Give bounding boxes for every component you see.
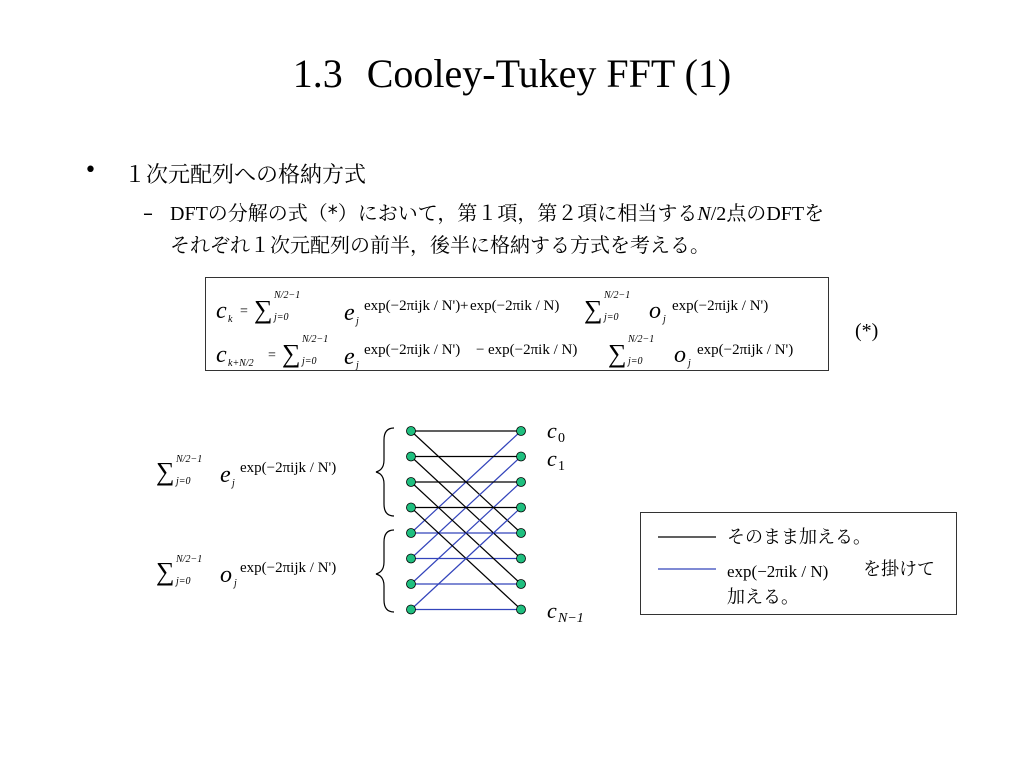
equation-2	[216, 334, 793, 370]
eq2-e: e	[344, 344, 355, 370]
lower-sum-upper: N/2−1	[176, 554, 203, 565]
output-node	[517, 554, 526, 563]
c0-letter: c	[547, 418, 557, 443]
eq2-exp1: exp(−2πijk / N')	[364, 342, 461, 358]
eq2-sum1: ∑	[282, 339, 301, 368]
eq2-sum1-upper: N/2−1	[302, 334, 329, 345]
input-node	[407, 605, 416, 614]
eq2-c: c	[216, 342, 227, 368]
eq1-equals: =	[240, 304, 248, 319]
c0-sub: 0	[558, 431, 565, 446]
half-symbol: /2	[710, 203, 727, 225]
butterfly-lines	[411, 431, 521, 610]
input-node	[407, 427, 416, 436]
output-node	[517, 427, 526, 436]
cN-letter: c	[547, 598, 557, 623]
eq2-o-sub: j	[688, 358, 691, 369]
sub-bullet-marker: –	[143, 201, 153, 225]
eq2-e-sub: j	[356, 360, 359, 370]
upper-brace	[376, 428, 394, 516]
c1-letter: c	[547, 446, 557, 471]
eq1-o: o	[649, 298, 661, 324]
sub-bullet-line1	[170, 197, 824, 230]
eq2-equals: =	[268, 348, 276, 363]
eq1-sum2: ∑	[584, 295, 603, 324]
output-c1	[547, 446, 565, 474]
lower-brace	[376, 530, 394, 612]
lower-exp: exp(−2πijk / N')	[240, 560, 337, 576]
eq2-twiddle: exp(−2πik / N)	[488, 342, 578, 358]
eq1-sum2-lower: j=0	[604, 312, 619, 323]
section-number: 1.3	[292, 51, 343, 96]
output-cN-1	[547, 598, 584, 626]
eq2-sum2-upper: N/2−1	[628, 334, 655, 345]
legend-add: 加える。	[727, 587, 799, 608]
sub-line1-end: を	[804, 201, 825, 225]
eq1-exp2: exp(−2πijk / N')	[672, 298, 769, 314]
formula-label: (*)	[855, 320, 879, 342]
eq1-plus: +	[460, 298, 469, 314]
upper-sum-lower: j=0	[176, 476, 191, 487]
lower-sum-label	[156, 554, 336, 589]
upper-sum-sigma: ∑	[156, 457, 175, 486]
output-node	[517, 580, 526, 589]
legend-box	[640, 512, 957, 615]
bullet-marker: •	[84, 158, 97, 183]
input-node	[407, 452, 416, 461]
lower-sum-sigma: ∑	[156, 557, 175, 586]
eq1-c: c	[216, 298, 227, 324]
input-node	[407, 529, 416, 538]
eq2-sum1-lower: j=0	[302, 356, 317, 367]
dft-word: DFT	[170, 203, 208, 225]
eq1-sum1-upper: N/2−1	[274, 290, 301, 301]
upper-exp: exp(−2πijk / N')	[240, 460, 337, 476]
input-node	[407, 478, 416, 487]
eq1-e-sub: j	[356, 316, 359, 327]
c1-sub: 1	[558, 459, 565, 474]
eq2-exp2: exp(−2πijk / N')	[697, 342, 794, 358]
output-node	[517, 529, 526, 538]
output-node	[517, 503, 526, 512]
eq1-twiddle: exp(−2πik / N)	[470, 298, 560, 314]
output-node	[517, 478, 526, 487]
equation-1	[216, 290, 768, 327]
eq2-minus: −	[476, 342, 485, 358]
eq1-c-sub: k	[228, 314, 233, 325]
slide-title	[0, 50, 1024, 97]
legend-twiddle: exp(−2πik / N)	[727, 562, 829, 581]
eq2-sum2: ∑	[608, 339, 627, 368]
output-node	[517, 605, 526, 614]
eq1-sum1-lower: j=0	[274, 312, 289, 323]
upper-e: e	[220, 462, 231, 488]
eq1-o-sub: j	[663, 314, 666, 325]
title-text: Cooley-Tukey FFT (1)	[366, 51, 732, 96]
eq1-exp1: exp(−2πijk / N')	[364, 298, 461, 314]
sub-bullet-line2: それぞれ１次元配列の前半，後半に格納する方式を考える。	[170, 233, 710, 257]
n-symbol: N	[697, 203, 711, 225]
lower-o-sub: j	[234, 578, 237, 589]
cN-sub: N−1	[558, 611, 584, 626]
upper-sum-upper: N/2−1	[176, 454, 203, 465]
legend-multiply: を掛けて	[863, 559, 935, 580]
eq1-sum2-upper: N/2−1	[604, 290, 631, 301]
eq2-o: o	[674, 342, 686, 368]
upper-sum-label	[156, 454, 336, 489]
sub-line1-mid: の分解の式（*）において，第１項，第２項に相当する	[207, 201, 698, 225]
input-node	[407, 580, 416, 589]
output-node	[517, 452, 526, 461]
eq2-c-sub: k+N/2	[228, 358, 254, 369]
formula-box	[205, 277, 829, 371]
lower-o: o	[220, 562, 232, 588]
eq1-e: e	[344, 300, 355, 326]
input-node	[407, 554, 416, 563]
output-c0	[547, 418, 565, 446]
legend-add-as-is: そのまま加える。	[727, 527, 871, 548]
legend-svg	[641, 513, 956, 614]
eq2-sum2-lower: j=0	[628, 356, 643, 367]
upper-e-sub: j	[232, 478, 235, 489]
lower-sum-lower: j=0	[176, 576, 191, 587]
eq1-sum1: ∑	[254, 295, 273, 324]
bullet-text: １次元配列への格納方式	[124, 163, 367, 188]
formula-svg	[206, 278, 828, 370]
butterfly-diagram	[0, 400, 640, 640]
input-node	[407, 503, 416, 512]
dft-word-2: DFT	[766, 203, 805, 225]
sub-line1-post: 点の	[726, 201, 767, 225]
